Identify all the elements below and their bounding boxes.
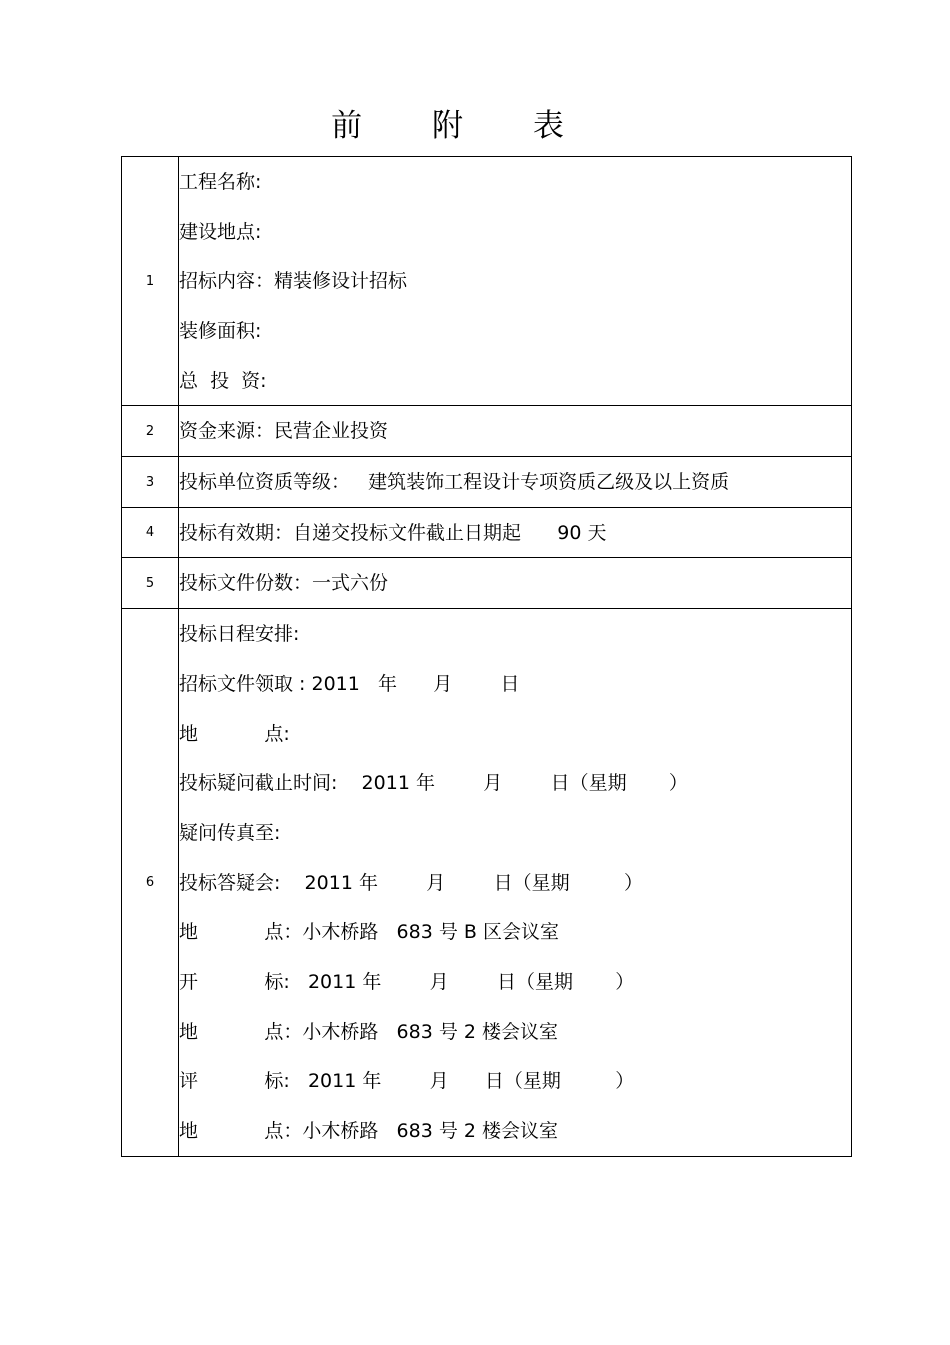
briefing-line: 投标答疑会: 2011 年 月 日（星期 ） xyxy=(179,871,643,894)
row-content xyxy=(179,558,852,609)
opening-location-line: 地 点：小木桥路 683 号 2 楼会议室 xyxy=(179,1020,559,1043)
evaluation-location-line: 地 点：小木桥路 683 号 2 楼会议室 xyxy=(179,1120,559,1143)
row-content xyxy=(179,406,852,457)
row-number: 2 xyxy=(122,406,179,457)
table-row xyxy=(122,457,852,508)
row-content xyxy=(179,157,852,406)
copies-line: 投标文件份数：一式六份 xyxy=(179,572,389,595)
row-number: 6 xyxy=(122,609,179,1157)
area-line: 装修面积: xyxy=(179,319,262,342)
table-row xyxy=(122,508,852,558)
location-line: 建设地点: xyxy=(179,220,262,243)
project-name-line: 工程名称: xyxy=(179,170,262,193)
page-title: 前 附 表 xyxy=(331,108,594,144)
row-content xyxy=(179,457,852,508)
qualification-line: 投标单位资质等级： 建筑装饰工程设计专项资质乙级及以上资质 xyxy=(179,471,730,494)
question-deadline-line: 投标疑问截止时间: 2011 年 月 日（星期 ） xyxy=(179,772,688,795)
row-number: 4 xyxy=(122,508,179,558)
fund-source-line: 资金来源：民营企业投资 xyxy=(179,420,389,443)
row-number: 1 xyxy=(122,157,179,406)
row-content xyxy=(179,609,852,1157)
row-number: 3 xyxy=(122,457,179,508)
bid-opening-line: 开 标: 2011 年 月 日（星期 ） xyxy=(179,971,635,994)
row-content xyxy=(179,508,852,558)
table-row xyxy=(122,609,852,1157)
tender-content-line: 招标内容：精装修设计招标 xyxy=(179,270,408,293)
fax-line: 疑问传真至: xyxy=(179,822,281,845)
validity-line: 投标有效期：自递交投标文件截止日期起 90 天 xyxy=(179,521,607,544)
table-row xyxy=(122,558,852,609)
table-row xyxy=(122,157,852,406)
evaluation-line: 评 标: 2011 年 月 日（星期 ） xyxy=(179,1070,635,1093)
schedule-heading-line: 投标日程安排: xyxy=(179,623,300,646)
table-row xyxy=(122,406,852,457)
doc-collection-line: 招标文件领取 : 2011 年 月 日 xyxy=(179,672,520,695)
briefing-location-line: 地 点：小木桥路 683 号 B 区会议室 xyxy=(179,921,559,944)
collection-location-line: 地 点: xyxy=(179,722,290,745)
investment-line: 总 投 资: xyxy=(179,369,267,392)
front-schedule-table xyxy=(121,156,852,1157)
row-number: 5 xyxy=(122,558,179,609)
